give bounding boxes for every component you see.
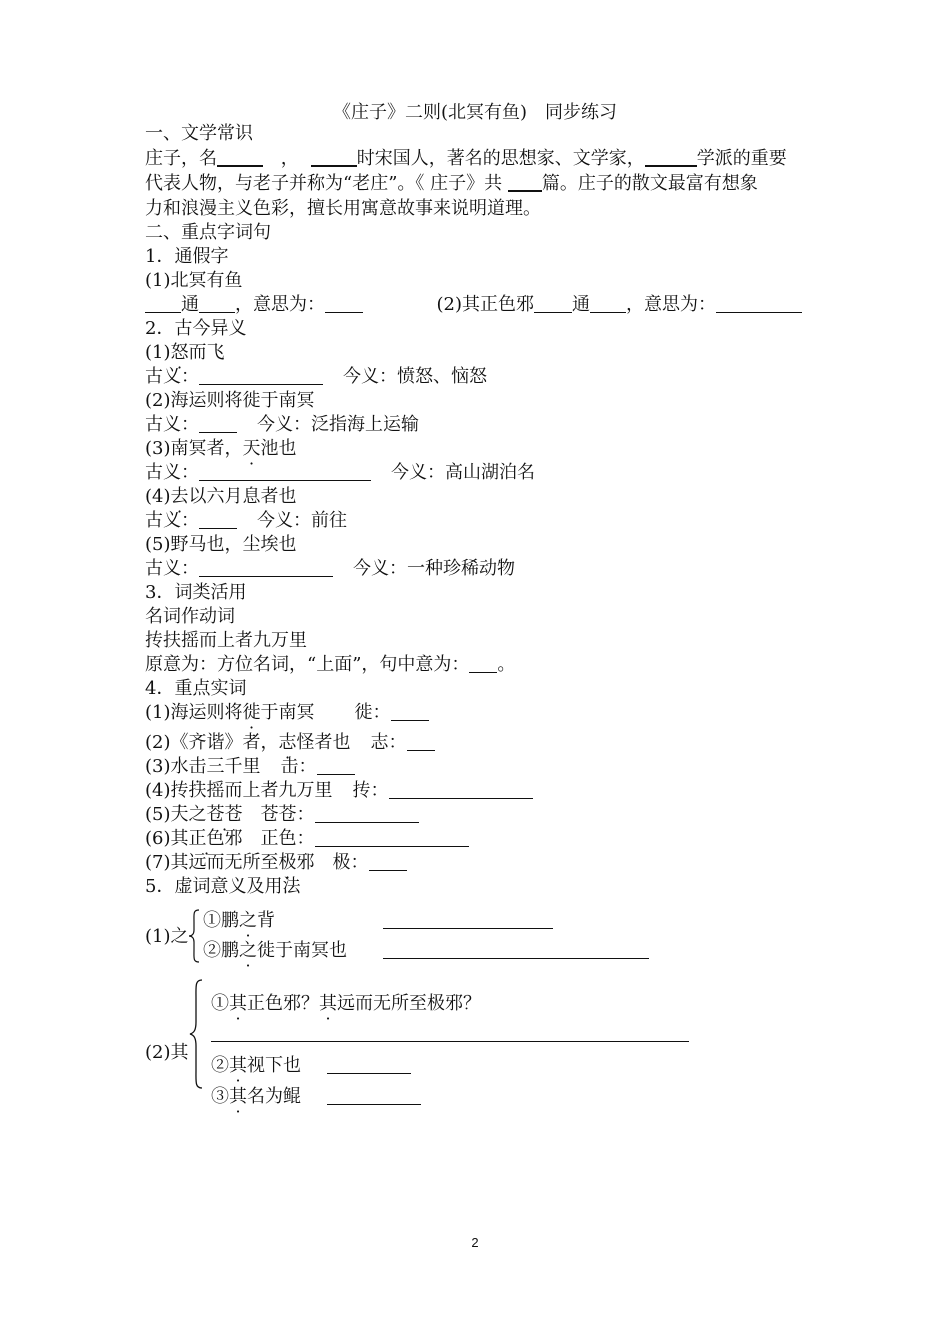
zhi-item-2: ②鹏之徙于南冥也 — [203, 940, 347, 961]
q3-blank[interactable] — [469, 654, 497, 673]
q3-sub: 名词作动词 — [145, 606, 235, 627]
q2-answer-1: 古义： 今义：愤怒、恼怒 — [145, 366, 487, 387]
q4-blank-5[interactable] — [315, 804, 419, 823]
s1-line-2: 代表人物，与老子并称为“老庄”。《 庄子》共 篇。庄子的散文最富有想象 — [145, 173, 758, 194]
q4-blank-4[interactable] — [389, 780, 533, 799]
q3-sentence: 抟扶摇而上者九万里 — [145, 630, 307, 651]
q3-heading: 3．词类活用 — [145, 582, 247, 603]
q1-answer-line: 通 ，意思为： (2)其正色邪 通 ，意思为： — [145, 293, 802, 317]
q2-item-4: (4)去以六月息者也 — [145, 486, 297, 507]
q2-heading: 2．古今异义 — [145, 318, 247, 339]
q5-zhi-label: (1)之 — [145, 926, 189, 947]
q1-heading: 1．通假字 — [145, 246, 229, 267]
q5-qi-label: (2)其 — [145, 1042, 189, 1063]
tongjia-2-char-blank[interactable] — [534, 294, 572, 313]
q2-answer-3: 古义： 今义：高山湖泊名 — [145, 462, 535, 483]
zhi-blank-1[interactable] — [383, 928, 553, 929]
section-1-heading: 一、文学常识 — [145, 123, 253, 144]
chapters-blank[interactable] — [508, 172, 542, 192]
q4-item-7: (7)其远而无所至极邪 极： — [145, 851, 407, 875]
qi-item-1: ①其正色邪？其远而无所至极邪？ — [211, 993, 481, 1014]
q4-item-1: (1)海运则将徙于南冥 徙： — [145, 701, 429, 725]
qi-brace — [188, 978, 204, 1090]
q4-heading: 4．重点实词 — [145, 678, 247, 699]
q2-gu-blank-3[interactable] — [199, 462, 371, 481]
q4-item-5: (5)天之苍苍 苍苍： — [145, 803, 419, 827]
qi-blank-1[interactable] — [211, 1041, 689, 1042]
zhi-item-1: ①鹏之背 — [203, 910, 275, 931]
q2-answer-5: 古义： 今义：一种珍稀动物 — [145, 558, 515, 579]
qi-blank-2[interactable] — [327, 1073, 411, 1074]
zhi-blank-2[interactable] — [383, 958, 649, 959]
q2-answer-4: 古义： 今义：前往 — [145, 510, 347, 531]
zhi-brace — [187, 908, 201, 964]
q3-explain: 原意为：方位名词，“上面”，句中意为： 。 — [145, 654, 516, 675]
q2-answer-2: 古义： 今义：泛指海上运输 — [145, 414, 419, 435]
tongjia-2-orig-blank[interactable] — [590, 294, 626, 313]
page-title: 《庄子》二则(北冥有鱼) 同步练习 — [332, 102, 618, 123]
era-blank[interactable] — [311, 147, 357, 167]
tongjia-2-meaning-blank[interactable] — [716, 294, 802, 313]
s1-line-1: 庄子，名 ， 时宋国人，著名的思想家、文学家， 学派的重要 — [145, 148, 787, 169]
qi-blank-3[interactable] — [327, 1104, 421, 1105]
tongjia-1-orig-blank[interactable] — [199, 294, 235, 313]
tongjia-1-meaning-blank[interactable] — [325, 294, 363, 313]
q2-item-2: (2)海运则将徙于南冥 — [145, 390, 315, 411]
q2-gu-blank-1[interactable] — [199, 366, 323, 385]
q4-item-4: (4)抟扶摇而上者九万里 抟： — [145, 779, 533, 803]
q2-gu-blank-5[interactable] — [199, 558, 333, 577]
q4-blank-3[interactable] — [317, 756, 355, 775]
q4-blank-6[interactable] — [315, 828, 469, 847]
q5-heading: 5．虚词意义及用法 — [145, 876, 301, 897]
section-2-heading: 二、重点字词句 — [145, 222, 271, 243]
q4-item-3: (3)水击三千里 击： — [145, 755, 355, 779]
school-blank[interactable] — [645, 147, 697, 167]
s1-line-3: 力和浪漫主义色彩，擅长用寓意故事来说明道理。 — [145, 198, 541, 219]
q2-item-5: (5)野马也，尘埃也 — [145, 534, 297, 555]
qi-item-2: ②其视下也 — [211, 1055, 301, 1076]
q2-gu-blank-4[interactable] — [199, 510, 237, 529]
q1-item-1-title: (1)北冥有鱼 — [145, 270, 243, 291]
qi-item-3: ③其名为鲲 — [211, 1086, 301, 1107]
q2-gu-blank-2[interactable] — [199, 414, 237, 433]
q4-blank-1[interactable] — [391, 702, 429, 721]
q2-item-3: (3)南冥者，天池也 — [145, 438, 297, 459]
q4-item-2: (2)《齐谐》者，志怪者也 志： — [145, 731, 435, 755]
q4-blank-2[interactable] — [407, 732, 435, 751]
page-number: 2 — [471, 1235, 479, 1250]
q4-item-6: (6)其正色邪 正色： — [145, 827, 469, 851]
tongjia-1-char-blank[interactable] — [145, 294, 181, 313]
q2-item-1: (1)怒而飞 — [145, 342, 225, 363]
q4-blank-7[interactable] — [369, 852, 407, 871]
name-blank[interactable] — [217, 147, 263, 167]
